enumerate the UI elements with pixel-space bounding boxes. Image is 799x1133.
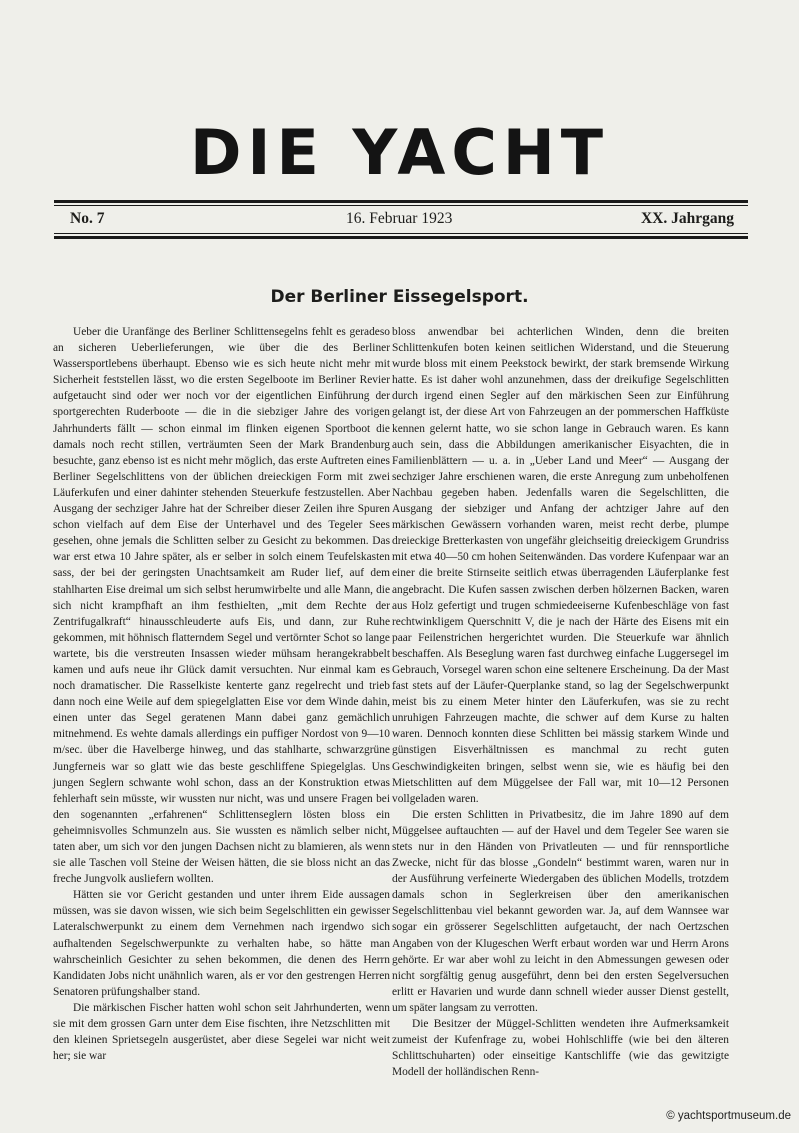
copyright-footer: © yachtsportmuseum.de <box>666 1110 791 1122</box>
issue-row <box>70 210 734 234</box>
article-right-column <box>392 324 729 1080</box>
issue-date: 16. Februar 1923 <box>346 210 453 227</box>
article-title: Der Berliner Eissegelsport. <box>270 287 529 307</box>
issue-number: No. 7 <box>70 210 105 227</box>
masthead-title: DIE YACHT <box>189 116 610 189</box>
right-paragraph-3: Die Besitzer der Müggel-Schlitten wendeten ihre Aufmerksamkeit zumeist der Kufenfrage zu, wobei Hohlschliffe (wie bei den älteren Schlittschuharten) oder einseitige Kantschliffe (wie das gewitzigte Modell der holländischen Renn- <box>392 1018 729 1079</box>
header-rule-top <box>54 200 748 203</box>
header-rule-bottom-thin <box>54 233 748 234</box>
header-rule-bottom <box>54 236 748 239</box>
issue-volume: XX. Jahrgang <box>640 210 734 227</box>
left-paragraph-1: Ueber die Uranfänge des Berliner Schlittensegelns fehlt es geradeso an sicheren Ueberlieferungen, wie über die des Berliner Wassersportlebens überhaupt. Ebenso wie es sich heute nicht mehr mit Sicherheit feststellen lässt, wo die ersten Segelboote im Berliner Revier aufgetaucht sind oder wer noch vor der eigentlichen Einführung der sportgerechten Ruderboote — die in die siebziger Jahre des vorigen Jahrhunderts fällt — schon einmal im flinken eigenen Sportboot die damals noch recht stillen, verträumten Seen der Mark Brandenburg besuchte, ganz ebenso ist es nicht mehr möglich, das erste Auftreten eines Berliner Segelschlittens von der üblichen dreieckigen Form mit zwei Läuferkufen und einer dahinter stehenden Steuerkufe festzustellen. Aber Ausgang der sechziger Jahre hat der Schreiber dieser Zeilen ihre Spuren schon vielfach auf dem Eise der Unterhavel und des Tegeler Sees gesehen, ohne jemals die Schlitten selber zu Gesicht zu bekommen. Das war erst etwa 10 Jahre später, als er selber in solch einem Teufelskasten sass, der bei der geringsten Unachtsamkeit am Ruder lief, auf dem stahlharten Eise dreimal um sich selbst herumwirbelte und alle Mann, die sich nicht krampfhaft an ihm festhielten, „mit dem Rechte der Zentrifugalkraft“ hinausschleuderte aufs Eis, und dann, zur Ruhe gekommen, mit höhnisch flatterndem Segel und vertörnter Schot so lange wartete, bis die verstreuten Insassen wieder mühsam herangekrabbelt kamen und aufs neue ihr Glück damit versuchten. Nur einmal kam es noch dramatischer. Die Rasselkiste kenterte ganz regelrecht und trieb dann noch eine Weile auf dem spiegelglatten Eise vor dem Winde dahin, einen unter das Segel geratenen Mann dabei ganz gemächlich mitnehmend. Es wehte damals allerdings ein puffiger Nordost von 9—10 m/sec. über die Havelberge hinweg, und das stahlharte, schwarzgrüne Jungferneis war so glatt wie das beste geschliffene Spiegelglas. Uns jungen Seglern schwante wohl schon, dass an der Konstruktion etwas fehlerhaft sein müsste, wir wussten nur nicht, was und unsere Fragen bei den sogenannten „erfahrenen“ Schlittenseglern lösten bloss ein geheimnisvolles Schmunzeln aus. Sie wussten es nämlich selber nicht, taten aber, um sich vor den jungen Dachsen nicht zu blamieren, als wenn sie alle Taschen voll Steine der Weisen hätten, die sie bloss nicht an das freche Jungvolk ausliefern wollten. <box>53 326 390 886</box>
header-rule-top-thin <box>54 205 748 206</box>
left-paragraph-3: Die märkischen Fischer hatten wohl schon seit Jahrhunderten, wenn sie mit dem grossen Garn unter dem Eise fischten, ihre Netzschlitten mit den kleinen Sprietsegeln ausgerüstet, aber diese Segelei war nicht weit her; sie war <box>53 1001 390 1063</box>
article-left-column <box>53 324 390 1064</box>
right-paragraph-2: Die ersten Schlitten in Privatbesitz, die im Jahre 1890 auf dem Müggelsee auftauchten — auf der Havel und dem Tegeler See waren sie stets nur in den Händen von Privatleuten — und für rennsportliche Zwecke, nicht für das blosse „Gondeln“ bestimmt waren, waren nur in der Ausführung verfeinerte Wiedergaben des üblichen Modells, trotzdem damals schon in Seglerkreisen über den amerikanischen Segelschlittenbau viel bekannt geworden war. Ja, auf dem Wannsee war sogar ein grösserer Segelschlitten aufgetaucht, der nach Oertzschen Angaben von der Klugeschen Werft erbaut worden war und Herrn Arons gehörte. Er war aber wohl zu leicht in den Abmessungen gewesen oder nicht sorgfältig genug ausgeführt, denn bei den ersten Segelversuchen erlitt er Havarien und wurde dann schnell wieder ausser Dienst gestellt, um später langsam zu verrotten. <box>392 808 729 1014</box>
left-paragraph-2: Hätten sie vor Gericht gestanden und unter ihrem Eide aussagen müssen, was sie davon wissen, wie sich beim Segelschlitten ein gewisser Lateralschwerpunkt zu einem dem Vernehmen nach irgendwo sich aufhaltenden Segelschwerpunkte zu verhalten habe, so hätte man wahrscheinlich Gesichter zu sehen bekommen, die denen des Herrn Kandidaten Jobs nicht unähnlich waren, als er vor den gestrengen Herren Senatoren prüfungshalber stand. <box>53 889 390 998</box>
right-paragraph-1: bloss anwendbar bei achterlichen Winden, denn die breiten Schlittenkufen boten keinen seitlichen Widerstand, und die Steuerung wurde bloss mit einem Peekstock bewirkt, der stark bremsende Wirkung hatte. Es ist daher wohl anzunehmen, dass der dreikufige Segelschlitten durch irgend einen Segler auf den märkischen Seen zur Einführung gelangt ist, der diese Art von Fahrzeugen an der pommerschen Haffküste kennen gelernt hatte, wo sie schon lange in Gebrauch waren. Es kann auch sein, dass die Abbildungen amerikanischer Eisyachten, die in Familienblättern — u. a. in „Ueber Land und Meer“ — Ausgang der sechziger Jahre erschienen waren, die erste Anregung zum unbeholfenen Nachbau gegeben haben. Jedenfalls waren die Segelschlitten, die Ausgang der siebziger und Anfang der achtziger Jahre auf den märkischen Gewässern vorhanden waren, meist recht derbe, plumpe dreieckige Bretterkasten von ungefähr gleichseitig dreieckigem Grundriss mit etwa 40—50 cm hohen Seitenwänden. Das vordere Kufenpaar war an einer die breite Stirnseite seitlich etwas überragenden Läuferplanke fest angebracht. Die Kufen sassen zwischen derben hölzernen Backen, waren aus Holz gefertigt und trugen schmiedeeiserne Kufenbeschläge von fast rechtwinkligem Querschnitt V, die je nach der Härte des Eisens mit ein paar Feilenstrichen hergerichtet wurden. Die Steuerkufe war ähnlich beschaffen. Als Beseglung waren fast durchweg einfache Luggersegel im Gebrauch, Vorsegel waren schon eine seltenere Erscheinung. Da der Mast fast stets auf der Läufer-Querplanke stand, so lag der Segelschwerpunkt meist bis zu einem Meter hinter den Läuferkufen, was sie zu recht unruhigen Fahrzeugen machte, die schwer auf dem Kurse zu halten waren. Dennoch konnten diese Schlitten bei mässig starkem Winde und günstigen Eisverhältnissen es manchmal zu recht guten Geschwindigkeiten bringen, selbst wenn sie, wie es häufig bei den Mietschlitten auf dem Müggelsee der Fall war, mit 10—12 Personen vollgeladen waren. <box>392 326 729 805</box>
